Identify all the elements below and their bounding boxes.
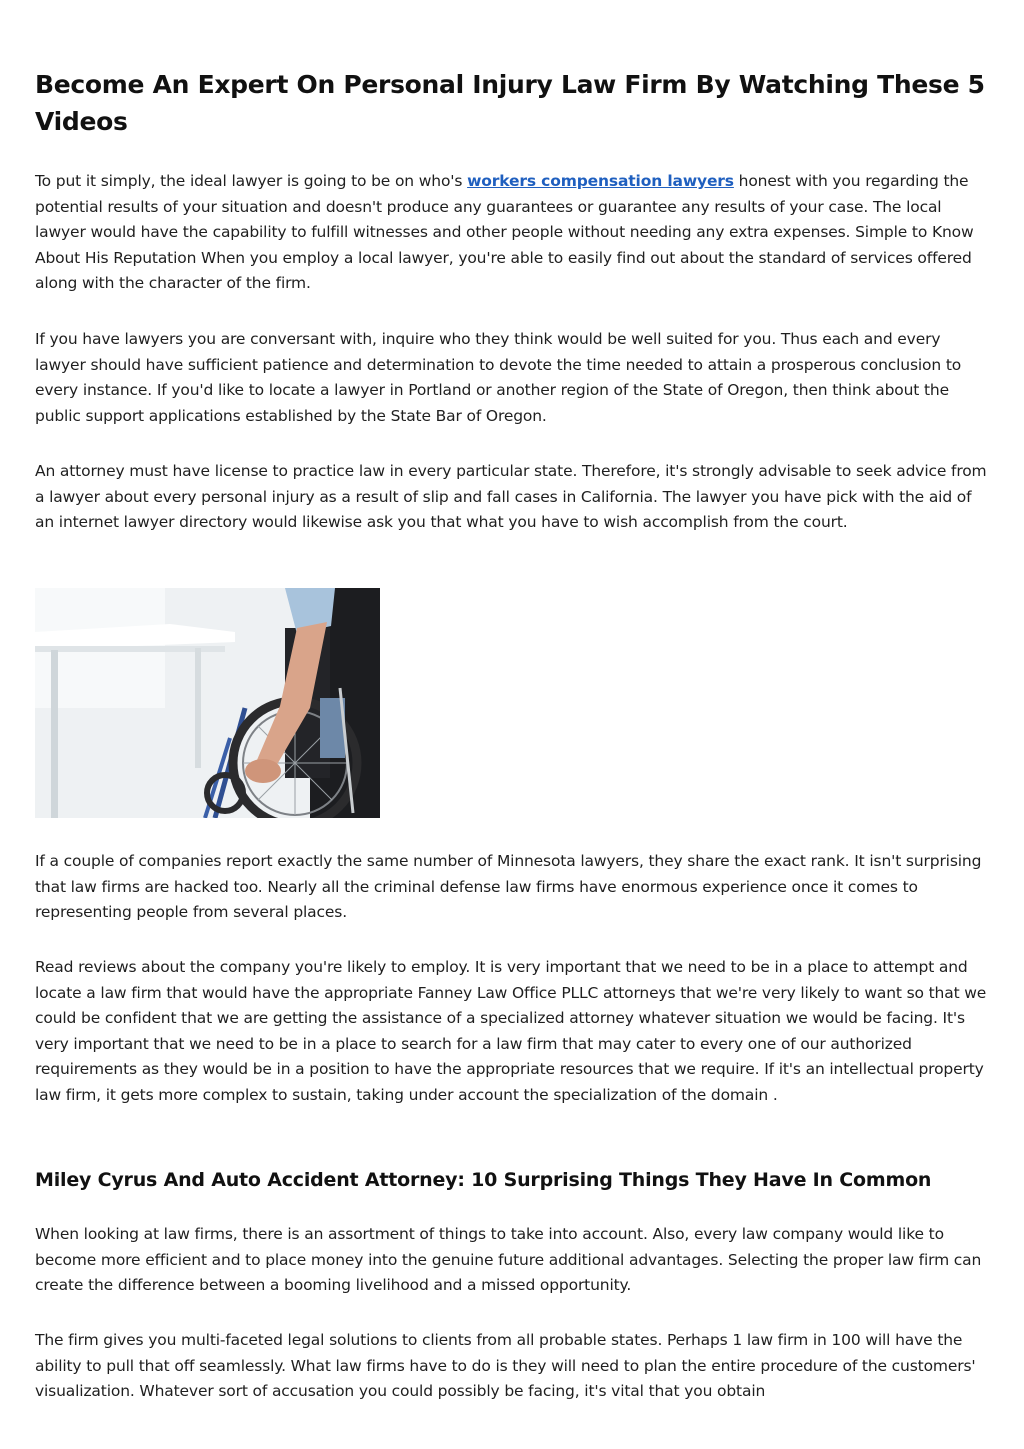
wheelchair-photo bbox=[35, 588, 380, 818]
paragraph-4: If a couple of companies report exactly the same number of Minnesota lawyers, they share the exact rank. It isn't surprising that law firms are hacked too. Nearly all the criminal defense law firms have enormous experience once it comes to representing people from several places. bbox=[35, 852, 982, 922]
paragraph-1-after: honest with you regarding the potential results of your situation and doesn't produce any guarantees or guarantee any results of your case. The local lawyer would have the capability to fulfill witnesses and other people without needing any extra expenses. Simple to Know About His Reputation When you employ a local lawyer, you're able to easily find out about the standard of services offered along with the character of the firm. bbox=[35, 172, 974, 293]
paragraph-6: When looking at law firms, there is an assortment of things to take into account. Also, every law company would like to become more efficient and to place money into the genuine future additional advantages. Selecting the proper law firm can create the difference between a booming livelihood and a missed opportunity. bbox=[35, 1225, 982, 1295]
paragraph-3: An attorney must have license to practice law in every particular state. Therefore, it's strongly advisable to seek advice from a lawyer about every personal injury as a result of slip and fall cases in California. The lawyer you have pick with the aid of an internet lawyer directory would likewise ask you that what you have to wish accomplish from the court. bbox=[35, 462, 987, 532]
paragraph-2: If you have lawyers you are conversant with, inquire who they think would be well suited for you. Thus each and every lawyer should have sufficient patience and determination to devote the time needed to attain a prosperous conclusion to every instance. If you'd like to locate a lawyer in Portland or another region of the State of Oregon, then think about the public support applications established by the State Bar of Oregon. bbox=[35, 330, 962, 425]
paragraph-1 bbox=[35, 169, 991, 297]
workers-compensation-lawyers-link[interactable]: workers compensation lawyers bbox=[467, 172, 734, 190]
paragraph-5: Read reviews about the company you're likely to employ. It is very important that we need to be in a place to attempt and locate a law firm that would have the appropriate Fanney Law Office PLLC attorneys that we're very likely to want so that we could be confident that we are getting the assistance of a specialized attorney whatever situation we would be facing. It's very important that we need to be in a place to search for a law firm that may cater to every one of our authorized requirements as they would be in a position to have the appropriate resources that we require. If it's an intellectual property law firm, it gets more complex to sustain, taking under account the specialization of the domain . bbox=[35, 958, 987, 1104]
article-title: Become An Expert On Personal Injury Law Firm By Watching These 5 Videos bbox=[35, 70, 985, 136]
paragraph-7: The firm gives you multi-faceted legal solutions to clients from all probable states. Perhaps 1 law firm in 100 will have the ability to pull that off seamlessly. What law firms have to do is they will need to plan the entire procedure of the customers' visualization. Whatever sort of accusation you could possibly be facing, it's vital that you obtain bbox=[35, 1331, 976, 1401]
paragraph-1-before: To put it simply, the ideal lawyer is going to be on who's bbox=[35, 172, 468, 190]
section-subheading: Miley Cyrus And Auto Accident Attorney: 10 Surprising Things They Have In Common bbox=[35, 1169, 932, 1191]
